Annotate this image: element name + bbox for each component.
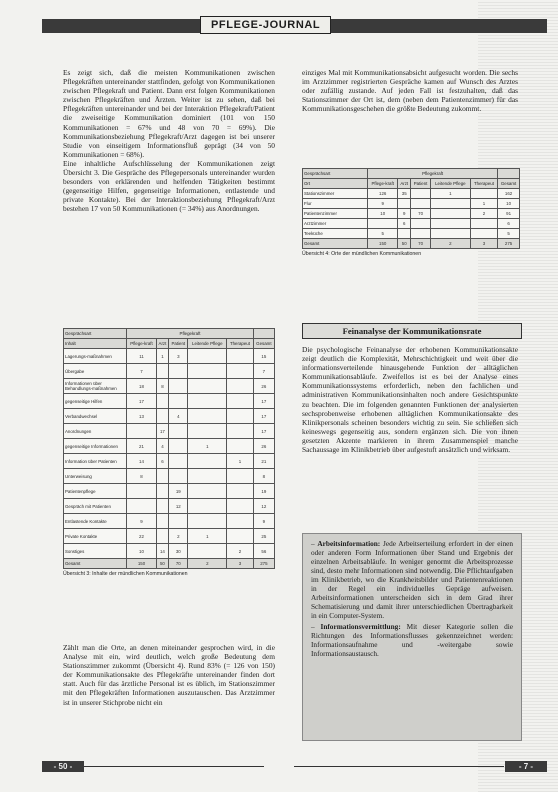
table-cell: 21 — [127, 439, 156, 454]
table-cell — [227, 379, 254, 394]
table-corner-header: Gesprächsart — [64, 329, 127, 339]
table-cell: 162 — [498, 189, 520, 199]
table-row-label: Informationen über Behandlungs-maßnahmen — [64, 379, 127, 394]
section-heading: Feinanalyse der Kommunikationsrate — [302, 323, 522, 339]
table-row-label: gegenseitige Hilfen — [64, 394, 127, 409]
table-total-cell: 150 — [368, 239, 398, 249]
table-cell: 30 — [169, 544, 188, 559]
info-term: Arbeitsinformation: — [317, 539, 381, 548]
table4-caption: Übersicht 4: Orte der mündlichen Kommunikationen — [302, 251, 422, 257]
table-cell — [430, 199, 470, 209]
info-list — [303, 534, 521, 658]
table3-caption: Übersicht 3: Inhalte der mündlichen Kommunikationen — [63, 571, 188, 577]
table-cell — [227, 439, 254, 454]
table-cell — [227, 364, 254, 379]
table-cell: 9 — [127, 514, 156, 529]
table-row — [303, 189, 520, 199]
table-cell: 17 — [253, 394, 274, 409]
section-paragraph: Die psychologische Feinanalyse der erhobenen Kommunikationsakte zeigt deutlich die Komplexität, Mehrschichtigkeit und weit über die informationsverteilende hinausgehende Funktion der alltäglichen Kommunikationsabläufe. Zweifellos ist es bei der Analyse eines Kommunikationssystems erforderlich, neben den fachlichen und administrativen Kommunikationsinhalten noch andere Gesichtspunkte zu beachten. Die im folgenden genannten Funktionen der analysierten sechsprobenweise erhobenen alltäglichen Kommunikationsakte des Klinikpersonals scheinen besonders wichtig zu sein. Sie schließen sich keineswegs gegenseitig aus, sondern ergänzen sich. Die von ihnen gesetzten Akzente markieren in ihrem Zusammenspiel manche Sachaussage im Klinikbetrieb über aufgestuft ansätzlich und wirksam. — [302, 345, 518, 455]
table-cell — [127, 424, 156, 439]
table-cell: 22 — [127, 529, 156, 544]
contents-table — [63, 328, 275, 569]
table-total-cell: 50 — [156, 559, 168, 569]
table-row-label: Private Kontakte — [64, 529, 127, 544]
table-cell — [398, 199, 411, 209]
table-row-header: Ort — [303, 179, 368, 189]
right-paragraph-1: einziges Mal mit Kommunikationsabsicht aufgesucht worden. Die sechs im Arztzimmer registrierten Gespräche kamen auf Wunsch des Arztes oder zufällig zustande. Auf jeden Fall ist festzuhalten, daß das Stationszimmer der Ort ist, dem (neben dem Patientenzimmer) für das Kommunikationsgeschehen die größte Bedeutung zukommt. — [302, 68, 518, 114]
table-cell: 1 — [227, 454, 254, 469]
table-row-label: Patientenpflege — [64, 484, 127, 499]
table-row — [64, 544, 275, 559]
table-cell — [156, 514, 168, 529]
table-cell: 21 — [253, 454, 274, 469]
table-cell: 4 — [169, 409, 188, 424]
table-cell: 12 — [253, 499, 274, 514]
table-cell: 26 — [253, 379, 274, 394]
table-column-header: Leitende Pflege — [188, 339, 227, 349]
table-cell: 11 — [127, 349, 156, 364]
table-row — [64, 469, 275, 484]
table-column-header: Patient — [411, 179, 431, 189]
locations-table — [302, 168, 520, 249]
table-cell: 13 — [127, 409, 156, 424]
table-cell — [188, 349, 227, 364]
table-cell: 9 — [253, 514, 274, 529]
table-cell — [156, 499, 168, 514]
table-cell — [156, 529, 168, 544]
table-cell — [169, 514, 188, 529]
table-cell — [188, 469, 227, 484]
table-row — [64, 379, 275, 394]
table-cell: 7 — [253, 364, 274, 379]
table-cell: 10 — [127, 544, 156, 559]
right-column — [302, 68, 518, 113]
table-cell: 6 — [156, 454, 168, 469]
table-cell: 10 — [498, 199, 520, 209]
journal-title: PFLEGE-JOURNAL — [200, 16, 331, 34]
table-cell — [430, 219, 470, 229]
table-row — [64, 364, 275, 379]
table-cell: 5 — [368, 229, 398, 239]
table-row — [64, 529, 275, 544]
table-cell: 17 — [253, 424, 274, 439]
table-row — [64, 439, 275, 454]
table-cell: 126 — [368, 189, 398, 199]
table-cell — [188, 409, 227, 424]
table-cell: 6 — [398, 219, 411, 229]
table-row — [64, 349, 275, 364]
table-cell — [398, 229, 411, 239]
table-total-cell: 50 — [398, 239, 411, 249]
table-cell — [411, 199, 431, 209]
table-total-cell: 3 — [470, 239, 497, 249]
table-row — [64, 499, 275, 514]
left-paragraph-2: Eine inhaltliche Aufschlüsselung der Kommunikationen zeigt Übersicht 3. Die Gespräche des Pflegepersonals untereinander wurden besonders von erklärenden und helfenden Tätigkeiten bestimmt (gegenseitige Hilfen, gegenseitige Informationen, entlastende und private Kontakte). Bei der Interaktionsbeziehung Pflegekraft/Arzt bestehen 17 von 50 Kommunikationen (= 34%) aus Anordnungen. — [63, 158, 275, 214]
table-cell — [470, 229, 497, 239]
left-bottom-text — [63, 643, 275, 707]
table-cell — [156, 409, 168, 424]
table-cell — [227, 484, 254, 499]
table-cell: 8 — [127, 469, 156, 484]
table-cell — [227, 514, 254, 529]
left-paragraph-3: Zählt man die Orte, an denen miteinander gesprochen wird, in die Analyse mit ein, wird deutlich, welch große Bedeutung dem Stationszimmer zukommt (Übersicht 4). Rund 83% (= 126 von 150) der Kommunikationsakte des Pflegekräfte untereinander finden dort statt. Auch für das ärztliche Personal ist es üblich, im Stationszimmer mit den Pflegekräften Informationen auszutauschen. Das Arztzimmer ist in unserer Stichprobe nicht ein — [63, 643, 275, 707]
table-cell: 3 — [169, 349, 188, 364]
table-column-header: Gesamt — [498, 179, 520, 189]
table-cell: 5 — [498, 229, 520, 239]
table-cell: 9 — [368, 199, 398, 209]
table-row-label: Stationszimmer — [303, 189, 368, 199]
table-row-label: Verbandwechsel — [64, 409, 127, 424]
table-row-label: Flur — [303, 199, 368, 209]
table-cell — [430, 209, 470, 219]
table3-block — [63, 328, 275, 577]
table-cell — [411, 229, 431, 239]
table-cell — [156, 394, 168, 409]
table-row-label: Unterweisung — [64, 469, 127, 484]
table-total-cell: 275 — [253, 559, 274, 569]
table-row — [64, 484, 275, 499]
section-text — [302, 345, 518, 454]
table-cell: 7 — [127, 364, 156, 379]
info-item: – Informationsvermittlung: Mit dieser Kategorie sollen die Richtungen des Informationsflusses gekennzeichnet werden: Informationsaufnahme und -weitergabe sowie Informationsaustausch. — [311, 622, 513, 658]
table-cell — [156, 364, 168, 379]
table-header-cell — [498, 169, 520, 179]
table-row — [64, 454, 275, 469]
footer-rule-right — [294, 766, 504, 767]
table-row-label: Information über Patienten — [64, 454, 127, 469]
left-column — [63, 68, 275, 214]
table-total-label: Gesamt — [64, 559, 127, 569]
table4-block — [302, 168, 520, 257]
table-cell — [227, 394, 254, 409]
table-row — [303, 219, 520, 229]
table-row — [64, 409, 275, 424]
table-cell — [188, 514, 227, 529]
table-cell — [227, 349, 254, 364]
table-column-header: Pflege-kraft — [127, 339, 156, 349]
table-cell — [227, 499, 254, 514]
table-cell: 1 — [156, 349, 168, 364]
table-cell: 17 — [156, 424, 168, 439]
table-cell: 56 — [253, 544, 274, 559]
table-column-header: Arzt — [156, 339, 168, 349]
table-row — [64, 514, 275, 529]
table-total-row — [64, 559, 275, 569]
table-row-label: Sonstiges — [64, 544, 127, 559]
table-group-header: Pflegekraft — [127, 329, 253, 339]
table-column-header: Pflege-kraft — [368, 179, 398, 189]
table-cell — [188, 544, 227, 559]
table-cell: 1 — [470, 199, 497, 209]
table-column-header: Patient — [169, 339, 188, 349]
info-text: Jede Arbeitserteilung erfordert in der einen oder anderen Form Informationen über Stand und Ergebnis der einzelnen Arbeitsabläufe. In weniger genormt die Arbeitsprozesse sind, desto mehr Informationen sind notwendig. Die Pflichtaufgaben im Klinikbetrieb, wo die Krankheitsbilder und Patientenreaktionen in der Regel ein individuelles Gepräge aufweisen. Arbeitsinformationen unterscheiden sich in dem Grad ihrer Schematisierung und damit ihrer unterschiedlichen Übertragbarkeit in ein Computer-System. — [311, 539, 513, 620]
table-cell — [188, 499, 227, 514]
table-row-label: gegenseitige Informationen — [64, 439, 127, 454]
table-cell: 35 — [398, 189, 411, 199]
table-row — [303, 229, 520, 239]
table-cell — [227, 424, 254, 439]
table-cell — [169, 454, 188, 469]
info-box — [302, 533, 522, 741]
table-row-label: Übergabe — [64, 364, 127, 379]
table-cell: 1 — [430, 189, 470, 199]
table-cell — [188, 379, 227, 394]
table-cell: 14 — [156, 544, 168, 559]
table-cell — [188, 364, 227, 379]
table-cell — [156, 469, 168, 484]
table-cell: 8 — [156, 379, 168, 394]
table-group-header: Pflegekraft — [368, 169, 498, 179]
table-total-cell: 2 — [188, 559, 227, 569]
table-column-header: Therapeut — [470, 179, 497, 189]
table-cell: 70 — [411, 209, 431, 219]
page-number-left: - 50 - — [42, 761, 84, 772]
table-cell — [127, 499, 156, 514]
table-cell: 91 — [498, 209, 520, 219]
table-corner-header: Gesprächsart — [303, 169, 368, 179]
table-cell: 17 — [127, 394, 156, 409]
table-cell: 25 — [253, 529, 274, 544]
table-cell — [169, 439, 188, 454]
table-total-cell: 70 — [169, 559, 188, 569]
table-row-label: Patientenzimmer — [303, 209, 368, 219]
page-number-right: - 7 - — [505, 761, 547, 772]
table-row — [303, 209, 520, 219]
table-row — [64, 424, 275, 439]
info-term: Informationsvermittlung: — [320, 622, 401, 631]
table-cell — [227, 409, 254, 424]
table-row — [303, 199, 520, 209]
table-cell: 9 — [398, 209, 411, 219]
table-cell: 15 — [253, 349, 274, 364]
table-cell: 2 — [169, 529, 188, 544]
table-column-header: Therapeut — [227, 339, 254, 349]
table-column-header: Arzt — [398, 179, 411, 189]
table-cell — [411, 219, 431, 229]
table-cell — [470, 189, 497, 199]
table-row-header: Inhalt — [64, 339, 127, 349]
table-cell: 19 — [253, 484, 274, 499]
table-cell — [188, 424, 227, 439]
table-column-header: Gesamt — [253, 339, 274, 349]
table-cell — [169, 424, 188, 439]
table-row-label: Entlastende Kontakte — [64, 514, 127, 529]
table-cell: 2 — [227, 544, 254, 559]
table-cell: 14 — [127, 454, 156, 469]
table-cell: 2 — [470, 209, 497, 219]
table-cell: 18 — [127, 379, 156, 394]
info-item: – Arbeitsinformation: Jede Arbeitserteilung erfordert in der einen oder anderen Form Informationen über Stand und Ergebnis der einzelnen Arbeitsabläufe. In weniger genormt die Arbeitsprozesse sind, desto mehr Informationen sind notwendig. Die Pflichtaufgaben im Klinikbetrieb, wo die Krankheitsbilder und Patientenreaktionen in der Regel ein individuelles Gepräge aufweisen. Arbeitsinformationen unterscheiden sich in dem Grad ihrer Schematisierung und damit ihrer unterschiedlichen Übertragbarkeit in ein Computer-System. — [311, 539, 513, 620]
table-cell — [127, 484, 156, 499]
table-total-cell: 2 — [430, 239, 470, 249]
table-cell — [169, 379, 188, 394]
table-cell — [227, 529, 254, 544]
table-cell — [169, 469, 188, 484]
table-cell: 1 — [188, 439, 227, 454]
table-cell: 6 — [498, 219, 520, 229]
table-total-label: Gesamt — [303, 239, 368, 249]
table-total-cell: 150 — [127, 559, 156, 569]
left-paragraph-1: Es zeigt sich, daß die meisten Kommunikationen zwischen Pflegekräften untereinander stattfinden, gefolgt von Kommunikationen zwischen Pflegekraft und Patient. Dann erst folgen Kommunikationen zwischen Pflegekräften und Ärzten. Weiter ist zu sehen, daß bei Pflegekräften untereinander und bei der Interaktion Pflegekraft/Patient die zweiseitige Kommunikation dominiert (101 von 150 Kommunikationen = 67% und 48 von 70 = 69%). Die Kommunikationsbeziehung Pflegekraft/Arzt dagegen ist bei unserer Studie von einseitigem Informationsfluß geprägt (34 von 50 Kommunikationen = 68%). — [63, 68, 275, 159]
table-row-label: Lagerungs-maßnahmen — [64, 349, 127, 364]
table-row-label: Arztzimmer — [303, 219, 368, 229]
table-cell — [169, 364, 188, 379]
table-row-label: Teeküche — [303, 229, 368, 239]
table-cell — [227, 469, 254, 484]
table-cell — [156, 484, 168, 499]
table-total-cell: 70 — [411, 239, 431, 249]
table-cell: 10 — [368, 209, 398, 219]
table-row-label: Anordnungen — [64, 424, 127, 439]
table-row — [64, 394, 275, 409]
table-cell: 26 — [253, 439, 274, 454]
table-total-cell: 275 — [498, 239, 520, 249]
table-total-cell: 3 — [227, 559, 254, 569]
table-cell — [470, 219, 497, 229]
table-cell: 17 — [253, 409, 274, 424]
info-text: Mit dieser Kategorie sollen die Richtungen des Informationsflusses gekennzeichnet werden: Informationsaufnahme und -weitergabe sowie Informationsaustausch. — [311, 622, 513, 658]
table-cell — [169, 394, 188, 409]
table-cell — [188, 454, 227, 469]
table-row-label: Gespräch mit Patienten — [64, 499, 127, 514]
table-header-cell — [253, 329, 274, 339]
table-cell — [188, 484, 227, 499]
table-cell: 8 — [253, 469, 274, 484]
table-cell — [188, 394, 227, 409]
table-cell: 19 — [169, 484, 188, 499]
table-column-header: Leitende Pflege — [430, 179, 470, 189]
table-cell: 12 — [169, 499, 188, 514]
table-cell — [430, 229, 470, 239]
table-cell: 1 — [188, 529, 227, 544]
table-cell — [411, 189, 431, 199]
table-total-row — [303, 239, 520, 249]
table-cell — [368, 219, 398, 229]
table-cell: 4 — [156, 439, 168, 454]
